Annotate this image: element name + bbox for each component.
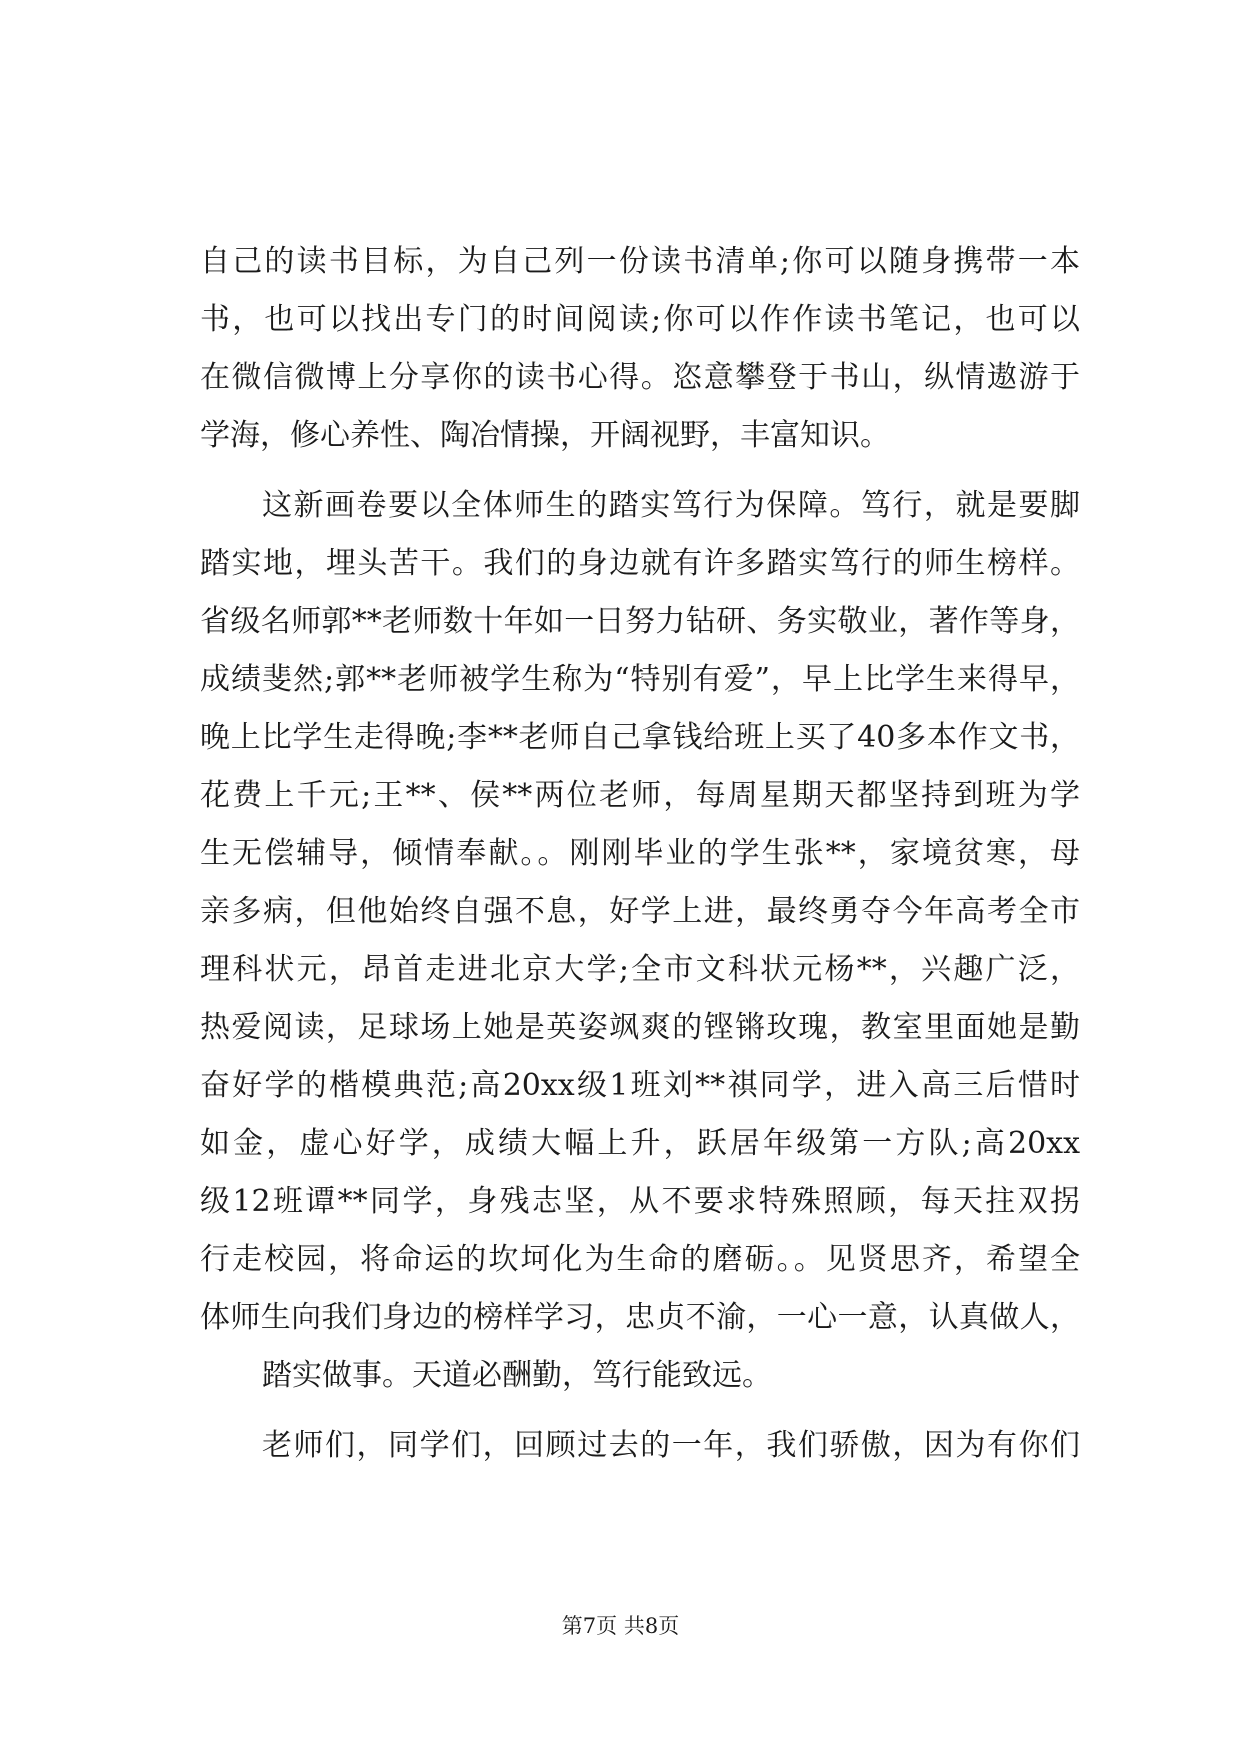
text-line: 生无偿辅导，倾情奉献。。刚刚毕业的学生张**，家境贫寒，母	[200, 836, 1080, 871]
text-line: 体师生向我们身边的榜样学习，忠贞不渝，一心一意，认真做人，	[200, 1300, 1080, 1335]
text-line: 省级名师郭**老师数十年如一日努力钻研、务实敬业，著作等身，	[200, 604, 1080, 639]
text-line: 成绩斐然;郭**老师被学生称为“特别有爱”，早上比学生来得早，	[200, 662, 1080, 697]
paragraph-gap	[200, 465, 1080, 477]
text-line: 热爱阅读，足球场上她是英姿飒爽的铿锵玫瑰，教室里面她是勤	[200, 1010, 1080, 1045]
text-line: 老师们，同学们，回顾过去的一年，我们骄傲，因为有你们	[262, 1428, 1080, 1463]
text-line: 晚上比学生走得晚;李**老师自己拿钱给班上买了40多本作文书，	[200, 720, 1080, 755]
text-line: 自己的读书目标，为自己列一份读书清单;你可以随身携带一本	[200, 244, 1080, 279]
text-line: 在微信微博上分享你的读书心得。恣意攀登于书山，纵情遨游于	[200, 360, 1080, 395]
text-line: 学海，修心养性、陶冶情操，开阔视野，丰富知识。	[200, 418, 890, 453]
text-line: 奋好学的楷模典范;高20xx级1班刘**祺同学，进入高三后惜时	[200, 1068, 1080, 1103]
text-line: 花费上千元;王**、侯**两位老师，每周星期天都坚持到班为学	[200, 778, 1080, 813]
text-line: 级12班谭**同学，身残志坚，从不要求特殊照顾，每天拄双拐	[200, 1184, 1080, 1219]
text-line: 踏实做事。天道必酬勤，笃行能致远。	[262, 1358, 772, 1393]
text-line: 亲多病，但他始终自强不息，好学上进，最终勇夺今年高考全市	[200, 894, 1080, 929]
body-text	[200, 233, 1080, 1475]
text-line: 理科状元，昂首走进北京大学;全市文科状元杨**，兴趣广泛，	[200, 952, 1080, 987]
text-line: 这新画卷要以全体师生的踏实笃行为保障。笃行，就是要脚	[262, 488, 1080, 523]
text-line: 书，也可以找出专门的时间阅读;你可以作作读书笔记，也可以	[200, 302, 1080, 337]
text-line: 行走校园，将命运的坎坷化为生命的磨砺。。见贤思齐，希望全	[200, 1242, 1080, 1277]
text-line: 踏实地，埋头苦干。我们的身边就有许多踏实笃行的师生榜样。	[200, 546, 1080, 581]
text-line: 如金，虚心好学，成绩大幅上升，跃居年级第一方队;高20xx	[200, 1126, 1080, 1161]
page-number-footer: 第7页 共8页	[561, 1614, 680, 1638]
paragraph-gap	[200, 1405, 1080, 1417]
